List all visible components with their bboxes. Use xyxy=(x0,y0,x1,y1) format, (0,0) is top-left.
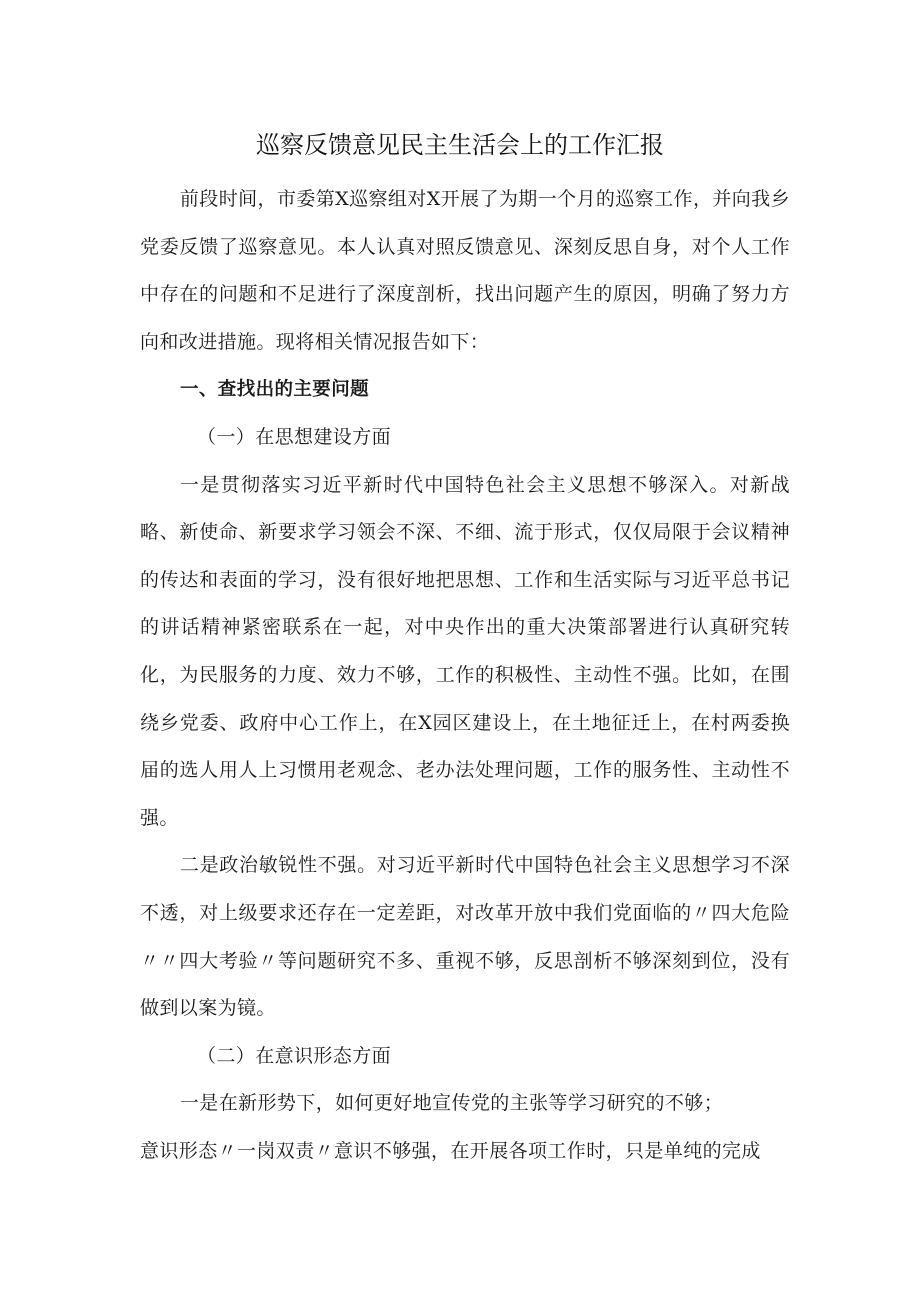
paragraph-point-one: 一是贯彻落实习近平新时代中国特色社会主义思想不够深入。对新战略、新使命、新要求学习领会不深、不细、流于形式，仅仅局限于会议精神的传达和表面的学习，没有很好地把思想、工作和生活实际与习近平总书记的讲话精神紧密联系在一起，对中央作出的重大决策部署进行认真研究转化，为民服务的力度、效力不够，工作的积极性、主动性不强。比如，在围绕乡党委、政府中心工作上，在X园区建设上，在土地征迁上，在村两委换届的选人用人上习惯用老观念、老办法处理问题，工作的服务性、主动性不强。 xyxy=(140,473,790,829)
paragraph-ideology-line2: 意识形态〃一岗双责〃意识不够强，在开展各项工作时，只是单纯的完成 xyxy=(140,1139,761,1162)
document-body xyxy=(140,176,790,1175)
document-title: 巡察反馈意见民主生活会上的工作汇报 xyxy=(256,131,664,159)
intro-paragraph: 前段时间，市委第X巡察组对X开展了为期一个月的巡察工作，并向我乡党委反馈了巡察意见。本人认真对照反馈意见、深刻反思自身，对个人工作中存在的问题和不足进行了深度剖析，找出问题产生的原因，明确了努力方向和改进措施。现将相关情况报告如下： xyxy=(140,188,790,353)
section-heading-problems: 一、查找出的主要问题 xyxy=(180,379,370,401)
subsection-heading-ideology-building: （一）在思想建设方面 xyxy=(197,425,392,448)
paragraph-point-two: 二是政治敏锐性不强。对习近平新时代中国特色社会主义思想学习不深不透，对上级要求还存在一定差距，对改革开放中我们党面临的〃四大危险〃〃四大考验〃等问题研究不多、重视不够，反思剖析不够深刻到位，没有做到以案为镜。 xyxy=(140,854,790,1020)
subsection-heading-ideology-field: （二）在意识形态方面 xyxy=(197,1044,392,1067)
paragraph-ideology-line1: 一是在新形势下，如何更好地宣传党的主张等学习研究的不够； xyxy=(179,1092,724,1115)
